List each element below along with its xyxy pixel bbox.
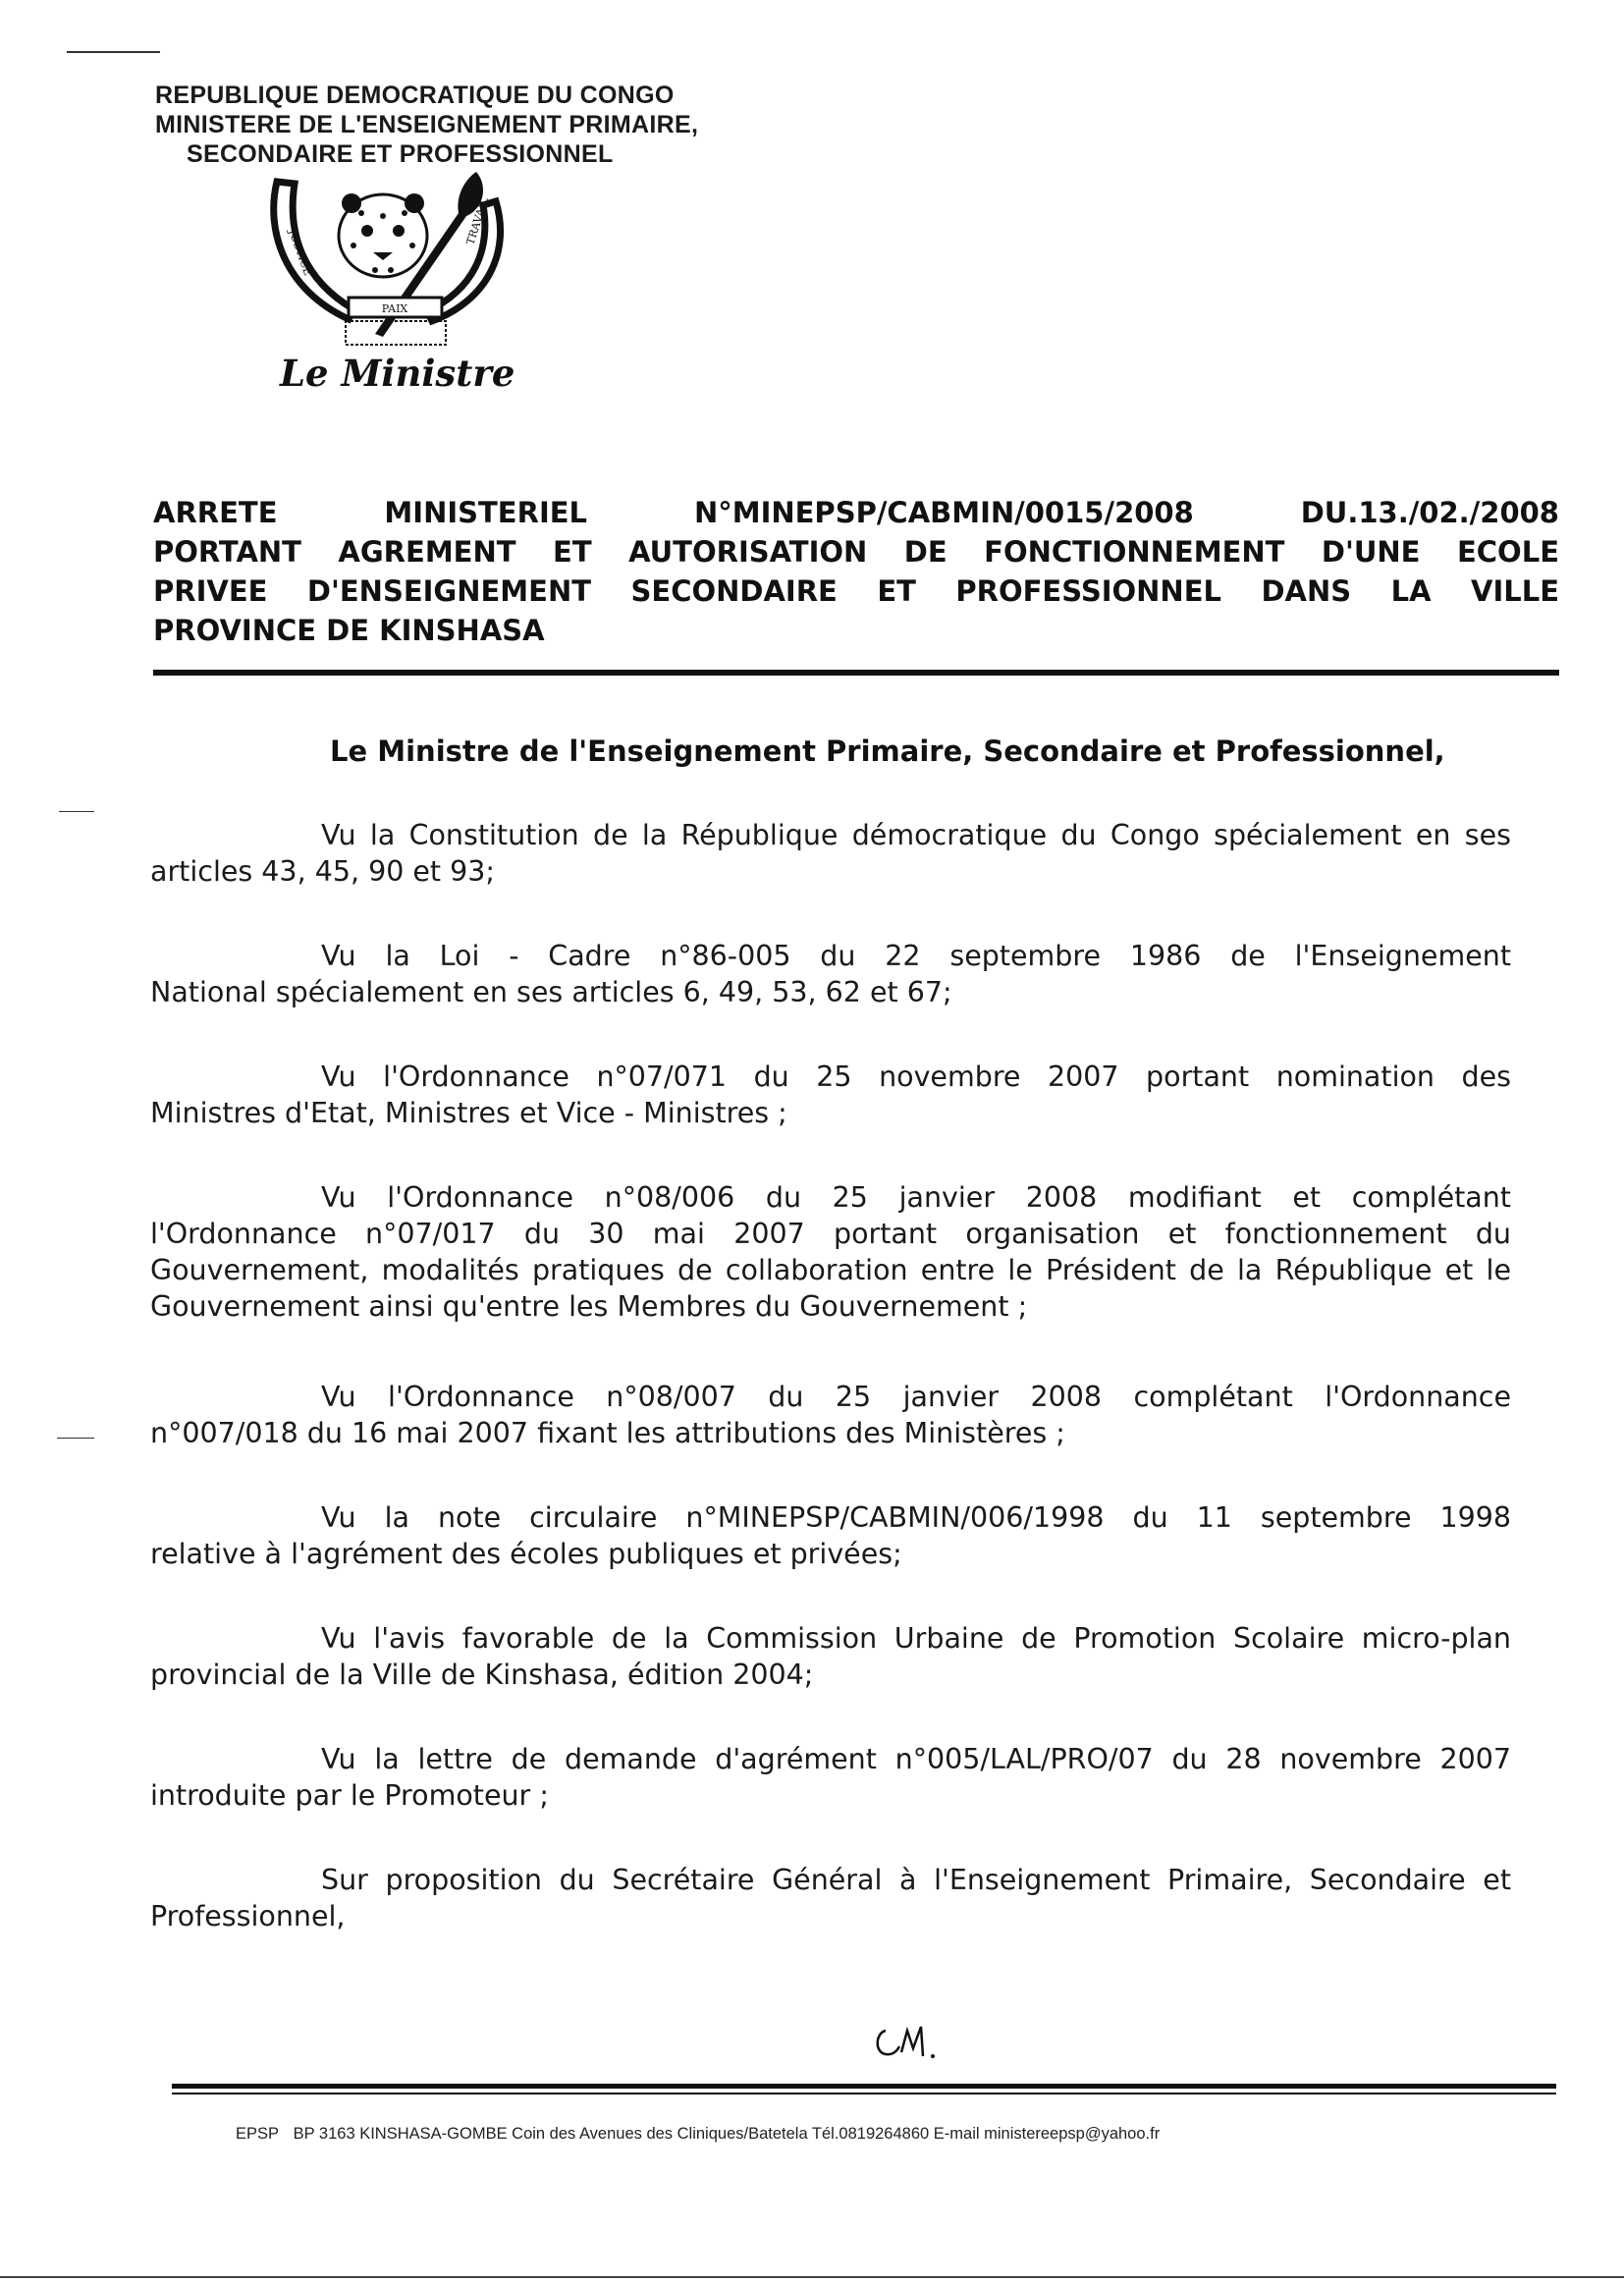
- handwritten-initials: [872, 2013, 960, 2072]
- country-name: REPUBLIQUE DEMOCRATIQUE DU CONGO: [155, 82, 675, 109]
- signature-title: Le Ministre: [280, 352, 515, 395]
- motto-justice: JUSTICE: [286, 227, 315, 278]
- footer-contact: [236, 2125, 1414, 2144]
- footer-org: EPSP: [236, 2125, 280, 2143]
- recital-paragraph: Vu la Constitution de la République démocratique du Congo spécialement en ses articles 43, 45, 90 et 93;: [150, 819, 1511, 888]
- page-bottom-edge: [0, 2276, 1624, 2278]
- recital-paragraph: Vu la lettre de demande d'agrément n°005/LAL/PRO/07 du 28 novembre 2007 introduite par le Promoteur ;: [150, 1743, 1511, 1812]
- ministry-name-line2: SECONDAIRE ET PROFESSIONNEL: [187, 140, 614, 168]
- decree-word-arrete: ARRETE: [153, 496, 278, 529]
- recital-paragraph: Vu l'avis favorable de la Commission Urbaine de Promotion Scolaire micro-plan provincial de la Ville de Kinshasa, édition 2004;: [150, 1622, 1511, 1691]
- decree-title-line3: PRIVEE D'ENSEIGNEMENT SECONDAIRE ET PROFESSIONNEL DANS LA VILLE: [153, 574, 1559, 608]
- decree-number: N°MINEPSP/CABMIN/0015/2008: [693, 496, 1194, 529]
- footer-rule-thin: [172, 2093, 1556, 2094]
- title-divider: [153, 670, 1559, 676]
- leopard-head-icon: [339, 193, 427, 277]
- recital-paragraph: Vu l'Ordonnance n°07/071 du 25 novembre 2007 portant nomination des Ministres d'Etat, Ministres et Vice - Ministres ;: [150, 1060, 1511, 1129]
- scan-mark: [67, 51, 160, 53]
- decree-word-ministeriel: MINISTERIEL: [384, 496, 588, 529]
- motto-paix: PAIX: [381, 302, 408, 315]
- scan-mark: [57, 1438, 94, 1439]
- recital-paragraph: Vu l'Ordonnance n°08/006 du 25 janvier 2008 modifiant et complétant l'Ordonnance n°07/017 du 30 mai 2007 portant organisation et fonctionnement du Gouvernement, modalités pratiques de collaboration entre le Président de la République et le Gouvernement ainsi qu'entre les Membres du Gouvernement ;: [150, 1181, 1511, 1323]
- recital-paragraph: Vu l'Ordonnance n°08/007 du 25 janvier 2008 complétant l'Ordonnance n°007/018 du 16 mai 2007 fixant les attributions des Ministères ;: [150, 1381, 1511, 1449]
- decree-date: DU.13./02./2008: [1300, 496, 1559, 529]
- minister-heading: Le Ministre de l'Enseignement Primaire, Secondaire et Professionnel,: [330, 734, 1445, 768]
- recital-paragraph: Sur proposition du Secrétaire Général à l'Enseignement Primaire, Secondaire et Professionnel,: [150, 1864, 1511, 1932]
- ministry-name-line1: MINISTERE DE L'ENSEIGNEMENT PRIMAIRE,: [155, 111, 699, 138]
- decree-title-line2: PORTANT AGREMENT ET AUTORISATION DE FONCTIONNEMENT D'UNE ECOLE: [153, 535, 1559, 569]
- footer-address: BP 3163 KINSHASA-GOMBE Coin des Avenues des Cliniques/Batetela Tél.0819264860 E-mail ministereepsp@yahoo.fr: [293, 2125, 1161, 2143]
- decree-title-line4: PROVINCE DE KINSHASA: [153, 614, 545, 647]
- footer-rule: [172, 2084, 1556, 2089]
- recital-paragraph: Vu la note circulaire n°MINEPSP/CABMIN/006/1998 du 11 septembre 1998 relative à l'agrément des écoles publiques et privées;: [150, 1501, 1511, 1570]
- decree-title-line1: [153, 496, 1559, 529]
- scan-mark: [59, 811, 94, 812]
- motto-travail: TRAVAIL: [463, 195, 492, 246]
- coat-of-arms-icon: [265, 162, 525, 349]
- recital-paragraph: Vu la Loi - Cadre n°86-005 du 22 septembre 1986 de l'Enseignement National spécialement en ses articles 6, 49, 53, 62 et 67;: [150, 940, 1511, 1008]
